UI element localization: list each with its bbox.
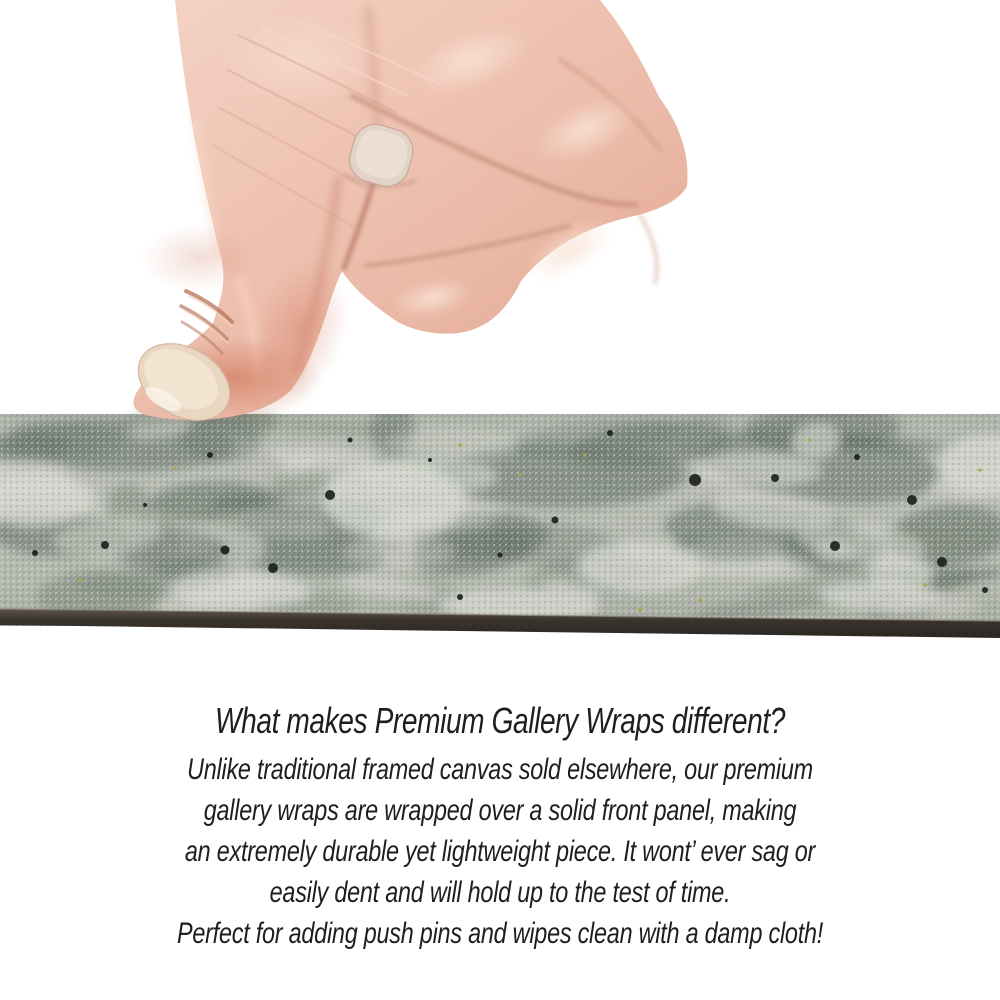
hand-photo (0, 0, 1000, 430)
caption-title: What makes Premium Gallery Wraps different? (215, 700, 785, 741)
caption-line-5: Perfect for adding push pins and wipes clean with a damp cloth! (176, 917, 824, 950)
caption-block (0, 700, 1000, 954)
caption-line-1: Unlike traditional framed canvas sold elsewhere, our premium (187, 753, 813, 786)
gallery-wrap-canvas-edge-photo (0, 405, 1000, 650)
caption-line-4: easily dent and will hold up to the test of time. (269, 876, 731, 909)
caption-line-3: an extremely durable yet lightweight piece. It wont’ ever sag or (184, 835, 816, 868)
caption-line-2: gallery wraps are wrapped over a solid front panel, making (203, 794, 797, 827)
